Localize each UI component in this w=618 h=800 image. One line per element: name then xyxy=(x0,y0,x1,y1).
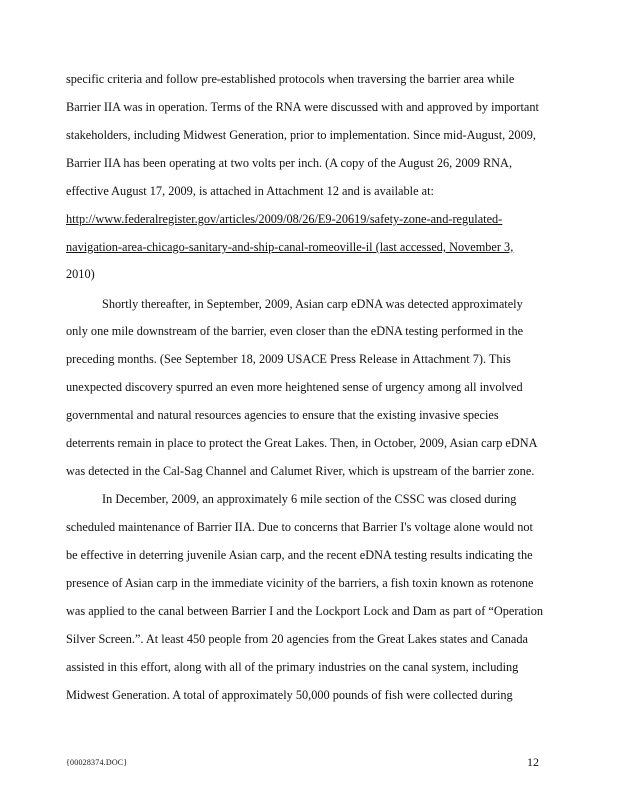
body-text-line: preceding months. (See September 18, 2009 USACE Press Release in Attachment 7). This xyxy=(66,352,511,366)
body-text-line: be effective in deterring juvenile Asian carp, and the recent eDNA testing results indicating the xyxy=(66,548,533,562)
body-text-line: presence of Asian carp in the immediate vicinity of the barriers, a fish toxin known as rotenone xyxy=(66,576,534,590)
body-text-line: was applied to the canal between Barrier I and the Lockport Lock and Dam as part of “Operation xyxy=(66,604,543,618)
body-text-line: stakeholders, including Midwest Generation, prior to implementation. Since mid-August, 2009, xyxy=(66,128,536,142)
body-text-line: deterrents remain in place to protect the Great Lakes. Then, in October, 2009, Asian carp eDNA xyxy=(66,436,538,450)
body-text-line: Barrier IIA was in operation. Terms of the RNA were discussed with and approved by important xyxy=(66,100,539,114)
paragraph-start-line: Shortly thereafter, in September, 2009, Asian carp eDNA was detected approximately xyxy=(102,297,523,311)
body-text-line: unexpected discovery spurred an even more heightened sense of urgency among all involved xyxy=(66,380,523,394)
body-text-line: Midwest Generation. A total of approximately 50,000 pounds of fish were collected during xyxy=(66,688,513,702)
document-footer-id: {00028374.DOC} xyxy=(66,758,128,767)
body-text-line: 2010) xyxy=(66,267,95,281)
body-text-line: governmental and natural resources agencies to ensure that the existing invasive species xyxy=(66,408,499,422)
body-text-line: effective August 17, 2009, is attached in Attachment 12 and is available at: xyxy=(66,184,434,198)
body-text-line: assisted in this effort, along with all of the primary industries on the canal system, including xyxy=(66,660,519,674)
federal-register-link-part-1[interactable]: http://www.federalregister.gov/articles/2009/08/26/E9-20619/safety-zone-and-regulated- xyxy=(66,212,503,226)
page-number: 12 xyxy=(527,755,539,769)
body-text-line: Barrier IIA has been operating at two volts per inch. (A copy of the August 26, 2009 RNA, xyxy=(66,156,513,170)
paragraph-start-line: In December, 2009, an approximately 6 mile section of the CSSC was closed during xyxy=(102,492,517,506)
federal-register-link-part-2[interactable]: navigation-area-chicago-sanitary-and-ship-canal-romeoville-il (last accessed, November 3, xyxy=(66,240,514,254)
body-text-line: was detected in the Cal-Sag Channel and Calumet River, which is upstream of the barrier zone. xyxy=(66,464,535,478)
body-text-line: specific criteria and follow pre-established protocols when traversing the barrier area while xyxy=(66,72,515,86)
body-text-line: only one mile downstream of the barrier, even closer than the eDNA testing performed in the xyxy=(66,324,524,338)
body-text-line: Silver Screen.”. At least 450 people from 20 agencies from the Great Lakes states and Canada xyxy=(66,632,528,646)
body-text-line: scheduled maintenance of Barrier IIA. Due to concerns that Barrier I's voltage alone would not xyxy=(66,520,533,534)
